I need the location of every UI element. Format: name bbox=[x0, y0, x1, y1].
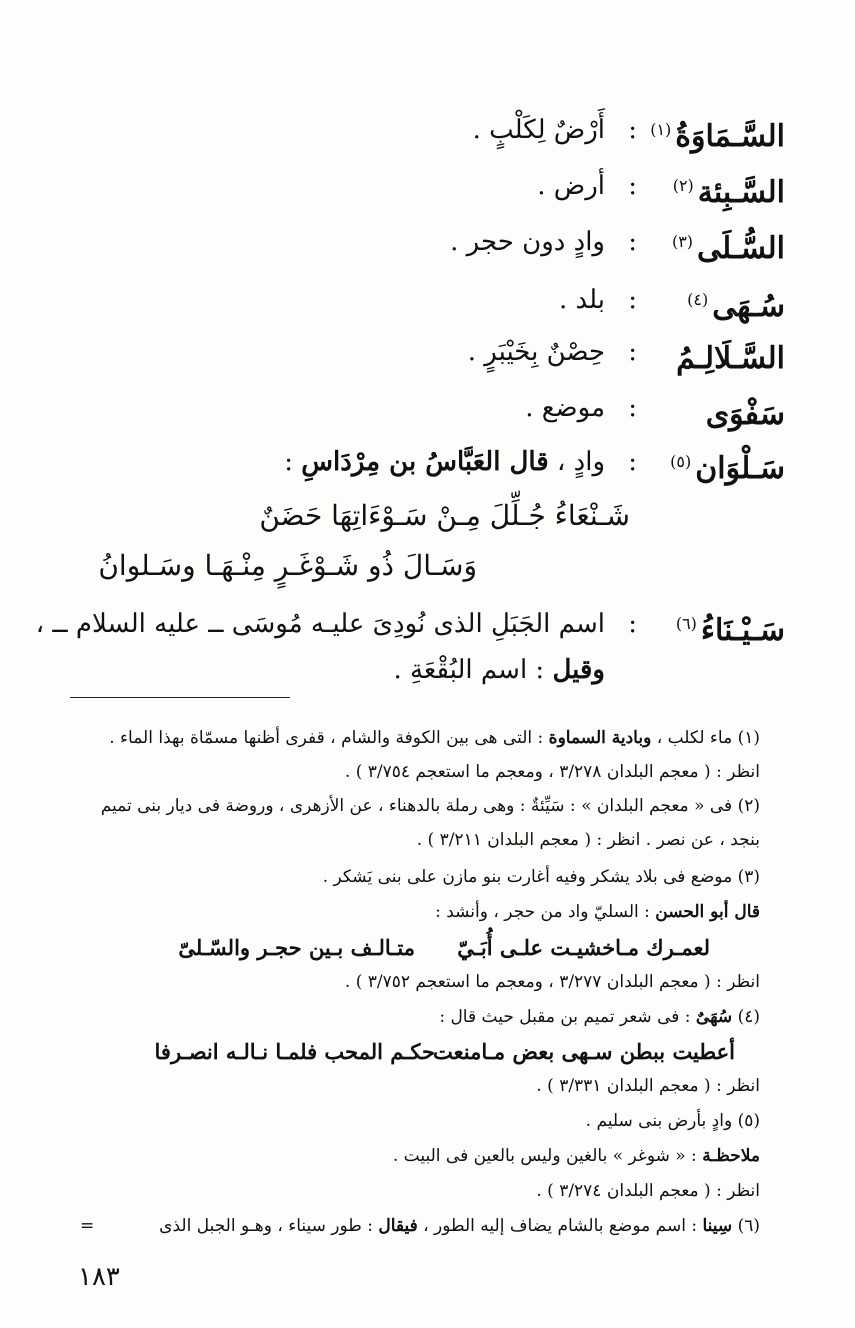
entry-term: السُّـلَى$^{(٣)}$ bbox=[671, 231, 785, 266]
entry-sinaa bbox=[35, 602, 785, 692]
footnote-6: (٦) سِينا : اسم موضع بالشام يضاف إليه الطور ، فيقال : طور سيناء ، وهـو الجبل الذى bbox=[159, 1216, 760, 1236]
footnote-3-source: انظر : ( معجم البلدان ٣/٢٧٧ ، ومعجم ما استعجم ٣/٧٥٢ ) . bbox=[344, 972, 760, 992]
footnote-3-quote: قال أبو الحسن : السليّ واد من حجر ، وأنشد : bbox=[435, 902, 760, 922]
entry-colon: : bbox=[628, 609, 637, 639]
entry-definition: حِصْنٌ بِخَيْبَرٍ . bbox=[467, 337, 605, 367]
entry-colon: : bbox=[628, 171, 637, 201]
footnote-3-verse-2: متـالـف بـين حجـر والسّـلىّ bbox=[178, 935, 415, 960]
entry-safwa bbox=[65, 386, 785, 434]
footnote-ref: (٤) bbox=[687, 290, 709, 309]
entry-term: السَّـلَالِـمُ bbox=[676, 341, 785, 376]
footnote-5: (٥) وادٍ بأرض بنى سليم . bbox=[585, 1111, 760, 1131]
entry-definition: أرض . bbox=[537, 171, 605, 201]
entry-samawa bbox=[65, 108, 785, 156]
footnote-1-source: انظر : ( معجم البلدان ٣/٢٧٨ ، ومعجم ما استعجم ٣/٧٥٤ ) . bbox=[344, 762, 760, 782]
footnote-ref: (١) bbox=[650, 120, 672, 139]
entry-definition: بلد . bbox=[558, 285, 605, 315]
page-number: ١٨٣ bbox=[78, 1262, 120, 1292]
footnote-3: (٣) موضع فى بلاد يشكر وفيه أغارت بنو مازن على بنى يَشكر . bbox=[322, 867, 760, 887]
entry-definition: اسم الجَبَلِ الذى نُودِىَ عليـه مُوسَى ــ عليه السلام ــ ، bbox=[35, 609, 605, 639]
entry-term: سَـلْوَان$^{(٥)}$ bbox=[670, 451, 785, 486]
footnote-2-cont: بنجد ، عن نصر . انظر : ( معجم البلدان ٣/٢١١ ) . bbox=[416, 830, 760, 850]
entry-colon: : bbox=[628, 115, 637, 145]
footnote-5-note: ملاحظـة : « شوغر » بالغين وليس بالعين فى البيت . bbox=[392, 1146, 760, 1166]
entry-salwan bbox=[65, 440, 785, 488]
entry-salalim bbox=[65, 330, 785, 378]
footnote-ref: (٥) bbox=[670, 452, 692, 471]
entry-colon: : bbox=[628, 337, 637, 367]
entry-term: سَفْوَى bbox=[705, 397, 785, 432]
entry-term: سَـيْـنَاءُ$^{(٦)}$ bbox=[675, 613, 785, 648]
footnote-4-verse-1: أعطيت ببطن سـهى بعض مـامنعت bbox=[433, 1039, 735, 1064]
entry-colon: : bbox=[628, 227, 637, 257]
entry-sula bbox=[65, 220, 785, 268]
footnote-4-verse-2: حكـم المحب فلمـا نـالـه انصـرفا bbox=[154, 1039, 435, 1064]
verse-line-2: وَسَـالَ ذُو شَـوْغَـرٍ مِنْـهَـا وسَـلوانُ bbox=[98, 549, 477, 582]
poet-name: قال العَبَّاسُ بن مِرْدَاسِ bbox=[301, 447, 549, 477]
entry-colon: : bbox=[628, 393, 637, 423]
entry-definition: موضع . bbox=[525, 393, 605, 423]
footnote-2: (٢) فى « معجم البلدان » : سَيِّئةٌ : وهى رملة بالدهناء ، عن الأزهرى ، وروضة فى ديار بنى تميم bbox=[100, 796, 760, 816]
verse-line-1: شَـنْعَاءُ جُـلِّلَ مِـنْ سَـوْءَاتِهَا حَضَنٌ bbox=[259, 499, 630, 532]
entry-colon: : bbox=[628, 285, 637, 315]
footnote-separator bbox=[70, 697, 290, 698]
footnote-ref: (٦) bbox=[675, 614, 697, 633]
footnote-ref: (٢) bbox=[672, 176, 694, 195]
footnote-1: (١) ماء لكلب ، وبادية السماوة : التى هى بين الكوفة والشام ، قفرى أظنها مسمّاة بهذا الماء . bbox=[109, 728, 760, 748]
entry-suha bbox=[65, 278, 785, 326]
entry-definition: وادٍ دون حجر . bbox=[450, 227, 605, 257]
footnote-4-source: انظر : ( معجم البلدان ٣/٣٣١ ) . bbox=[536, 1076, 760, 1096]
footnote-4: (٤) سُهَىٌ : فى شعر تميم بن مقبل حيث قال : bbox=[439, 1007, 760, 1027]
entry-definition: وادٍ ، قال العَبَّاسُ بن مِرْدَاسِ : bbox=[284, 447, 605, 477]
entry-term: السَّـمَاوَةُ$^{(١)}$ bbox=[650, 119, 785, 154]
entry-definition: أَرْضٌ لِكَلْبٍ . bbox=[472, 115, 605, 145]
entry-term: سُـهَى$^{(٤)}$ bbox=[687, 289, 785, 324]
continuation-mark: = bbox=[80, 1216, 95, 1236]
entry-term: السَّـبِئة$^{(٢)}$ bbox=[672, 175, 785, 210]
entry-definition-2: وقيل : اسم البُقْعَةِ . bbox=[393, 655, 605, 685]
footnote-ref: (٣) bbox=[671, 232, 694, 251]
footnote-5-source: انظر : ( معجم البلدان ٣/٢٧٤ ) . bbox=[536, 1181, 760, 1201]
footnote-3-verse-1: لعمـرك مـاخشيـت علـى أُبَـيّ bbox=[457, 935, 710, 960]
entry-colon: : bbox=[628, 447, 637, 477]
entry-sabia bbox=[65, 164, 785, 212]
